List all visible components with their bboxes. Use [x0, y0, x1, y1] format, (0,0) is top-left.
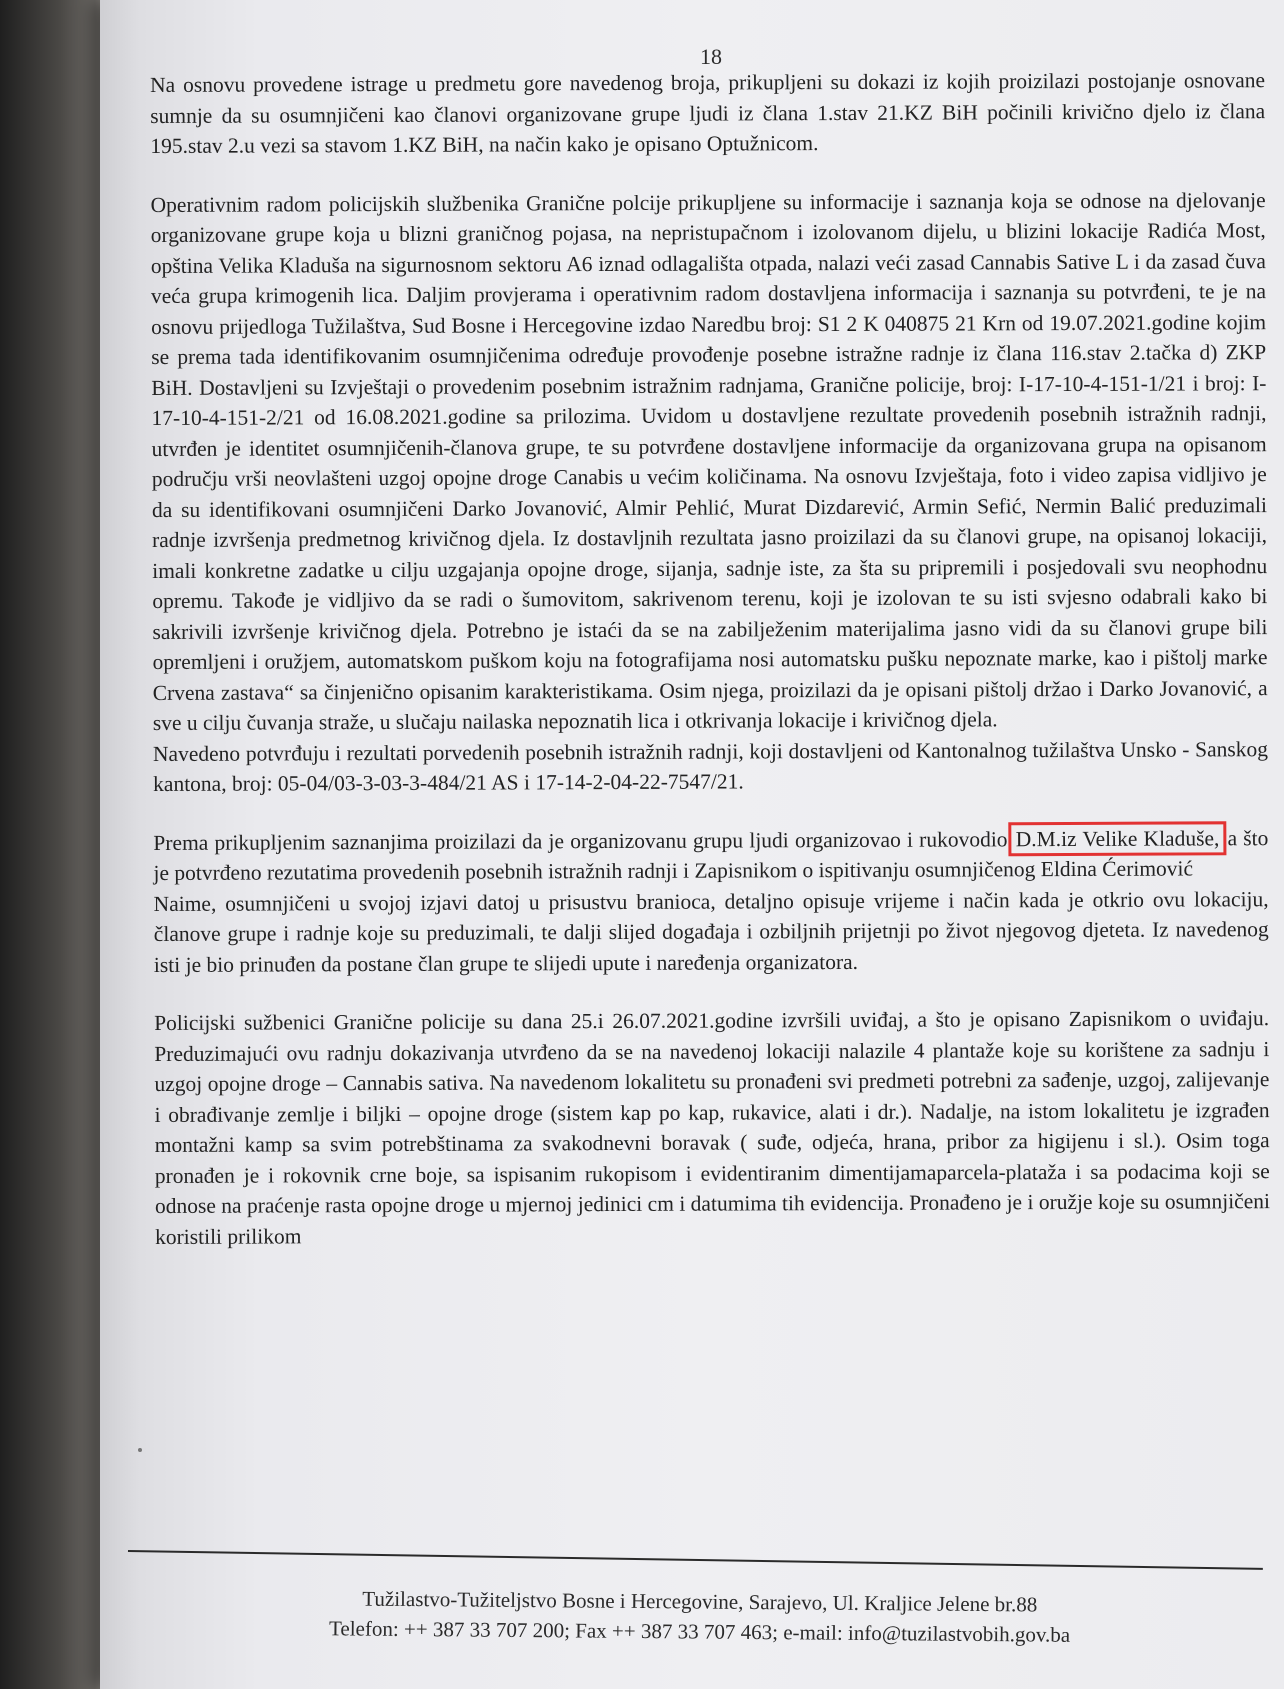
highlighted-organizer-name: D.M.iz Velike Kladuše, [1015, 825, 1220, 851]
footer-contact: Telefon: ++ 387 33 707 200; Fax ++ 387 33 707 463; e-mail: info@tuzilastvobih.gov.ba [328, 1616, 1071, 1647]
paragraph-organizer [153, 823, 1268, 889]
footer-address: Tužilastvo-Tužiteljstvo Bosne i Hercegovine, Sarajevo, Ul. Kraljice Jelene br.88 [362, 1586, 1038, 1617]
paragraph-inspection: Policijski sužbenici Granične policije su dana 25.i 26.07.2021.godine izvršili uviđaj, a što je opisano Zapisnikom o uviđaju. Preduzimajući ovu radnju dokazivanja utvrđeno da se na navedenoj lokaciji nalazile 4 plantaže koje su korištene za sadnju i uzgoj opojne droge – Cannabis sativa. Na navedenom lokalitetu su pronađeni svi predmeti potrebni za sađenje, uzgoj, zalijevanje i obrađivanje zemlje i biljki – opojne droge (sistem kap po kap, rukavice, alati i dr.). Nadalje, na istom lokalitetu je izgrađen montažni kamp sa svim potrebštinama za svakodnevni boravak ( suđe, odjeća, hrana, pribor za higijenu i sl.). Osim toga pronađen je i rokovnik crne boje, sa ispisanim rukopisom i evidentiranim dimentijamaparcela-plataža i sa podacima koji se odnose na praćenje rasta opojne droge u mjernoj jedinici cm i datumima tih evidencija. Pronađeno je i oružje koje su osumnjičeni koristili prilikom [154, 1006, 1270, 1249]
paragraph-confirmation: Navedeno potvrđuju i rezultati porvedenih posebnih istražnih radnji, koji dostavljeni od Kantonalnog tužilaštva Unsko - Sanskog kantona, broj: 05-04/03-3-03-3-484/21 AS i 17-14-2-04-22-7547/21. [152, 736, 1269, 796]
paper-speck [138, 1448, 142, 1452]
organizer-text-after: a što je potvrđeno rezutatima provedenih posebnih istražnih radnji i Zapisnikom o ispitivanju osumnjičenog Eldina Ćerimović [153, 825, 1269, 885]
document-body [150, 65, 1270, 1252]
page-footer [179, 1582, 1219, 1651]
paragraph-operative-work: Operativnim radom policijskih službenika Granične polcije prikupljene su informacije i saznanja koja se odnose na djelovanje organizovane grupe koja u blizni graničnog pojasa, na nepristupačnom i izolovanom dijelu, u blizini lokacije Radića Most, opština Velika Kladuša na sigurnosnom sektoru A6 iznad odlagališta otpada, nalazi veći zasad Cannabis Sative L i da zasad čuva veća grupa krimogenih lica. Daljim provjerama i operativnim radom dostavljena informacija i saznanja su potvrđeni, te je na osnovu prijedloga Tužilaštva, Sud Bosne i Hercegovine izdao Naredbu broj: S1 2 K 040875 21 Krn od 19.07.2021.godine kojim se prema tada identifikovanim osumnjičenima određuje provođenje posebne istražne radnje iz člana 116.stav 2.tačka d) ZKP BiH. Dostavljeni su Izvještaji o provedenim posebnim istražnim radnjama, Granične policije, broj: I-17-10-4-151-1/21 i broj: I-17-10-4-151-2/21 od 16.08.2021.godine sa prilozima. Uvidom u dostavljene rezultate provedenih posebnih istražnih radnji, utvrđen je identitet osumnjičenih-članova grupe, te su potvrđene dostavljene informacije da organizovana grupa na opisanom području vrši neovlašteni uzgoj opojne droge Canabis u većim količinama. Na osnovu Izvještaja, foto i video zapisa vidljivo je da su identifikovani osumnjičeni Darko Jovanović, Almir Pehlić, Murat Dizdarević, Armin Sefić, Nermin Balić preduzimali radnje izvršenja predmetnog krivičnog djela. Iz dostavljnih rezultata jasno proizilazi da su članovi grupe, na opisanoj lokaciji, imali konkretne zadatke u cilju uzgajanja opojne droge, sijanja, sadnje iste, za šta su pripremili i posjedovali svu neophodnu opremu. Takođe je vidljivo da se radi o šumovitom, sakrivenom terenu, koji je izolovan te su isti svjesno odabrali kako bi sakrivili izvršenje krivičnog djela. Potrebno je istaći da se na zabilježenim materijalima jasno vidi da su članovi grupe bili opremljeni i oružjem, automatskom puškom koju na fotografijama nosi automatsku pušku nepoznate marke, kao i pištolj marke Crvena zastava“ sa činjenično opisanim karakteristikama. Osim njega, proizilazi da je opisani pištolj držao i Darko Jovanović, a sve u cilju čuvanja straže, u slučaju nailaska nepoznatih lica i otkrivanja lokacije i krivičnog djela. [150, 187, 1268, 735]
paragraph-intro: Na osnovu provedene istrage u predmetu gore navedenog broja, prikupljeni su dokazi iz kojih proizilazi postojanje osnovane sumnje da su osumnjičeni kao članovi organizovane grupe ljudi iz člana 1.stav 21.KZ BiH počinili krivično djelo iz člana 195.stav 2.u vezi sa stavom 1.KZ BiH, na način kako je opisano Optužnicom. [150, 68, 1266, 158]
page-number: 18 [700, 44, 722, 69]
organizer-text-before: Prema prikupljenim saznanjima proizilazi da je organizovanu grupu ljudi organizovao i rukovodio [153, 826, 1014, 855]
paragraph-statement: Naime, osumnjičeni u svojoj izjavi datoj u prisustvu branioca, detaljno opisuje vrijeme i način kada je otkrio ovu lokaciju, članove grupe i radnje koje su preduzimali, te dalji slijed događaja i ozbiljnih prijetnji po život njegovog djeteta. Iz navedenog isti je bio prinuđen da postane član grupe te slijedi upute i naređenja organizatora. [153, 886, 1269, 977]
